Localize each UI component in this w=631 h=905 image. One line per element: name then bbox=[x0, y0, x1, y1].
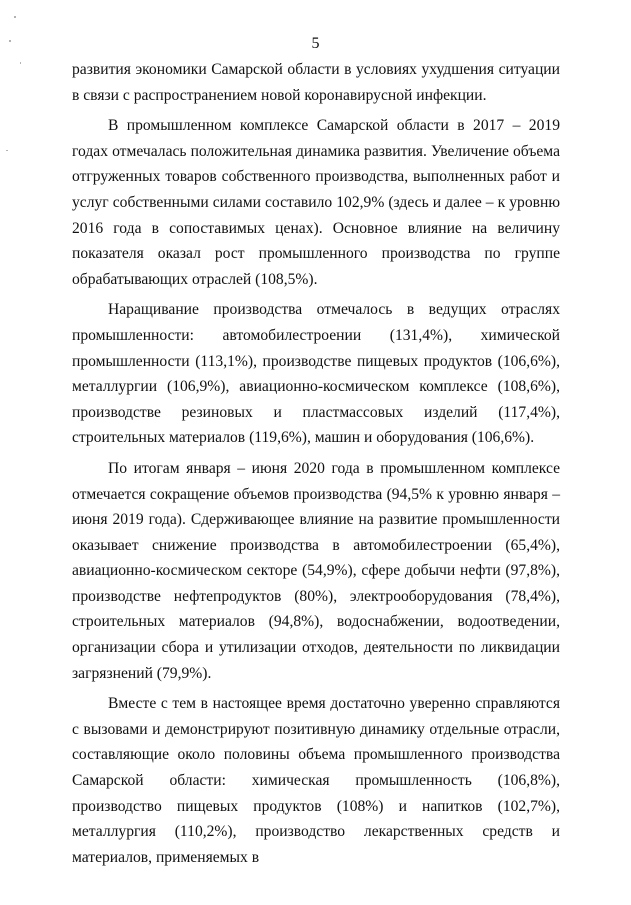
paragraph-2020-decline: По итогам января – июня 2020 года в промышленном комплексе отмечается сокращение объемов производства (94,5% к уровню января – июня 2019 года). Сдерживающее влияние на развитие промышленности оказывает снижение производства в автомобилестроении (65,4%), авиационно-космическом секторе (54,9%), сфере добычи нефти (97,8%), производстве нефтепродуктов (80%), электрооборудования (78,4%), строительных материалов (94,8%), водоснабжении, водоотведении, организации сбора и утилизации отходов, деятельности по ликвидации загрязнений (79,9%). bbox=[72, 459, 560, 682]
body-text bbox=[72, 57, 560, 875]
page-number: 5 bbox=[311, 35, 320, 52]
paragraph-production-growth: Наращивание производства отмечалось в ведущих отраслях промышленности: автомобилестроении (131,4%), химической промышленности (113,1%), производстве пищевых продуктов (106,6%), металлургии (106,9%), авиационно-космическом комплексе (108,6%), производстве резиновых и пластмассовых изделий (117,4%), строительных материалов (119,6%), машин и оборудования (106,6%). bbox=[72, 301, 560, 447]
scan-speck bbox=[6, 150, 8, 151]
paragraph-positive-sectors: Вместе с тем в настоящее время достаточно уверенно справляются с вызовами и демонстрируют позитивную динамику отдельные отрасли, составляющие около половины объема промышленного производства Самарской области: химическая промышленность (106,8%), производство пищевых продуктов (108%) и напитков (102,7%), металлургия (110,2%), производство лекарственных средств и материалов, применяемых в bbox=[72, 695, 560, 866]
scan-speck bbox=[14, 16, 16, 18]
paragraph-industry-2017-2019: В промышленном комплексе Самарской области в 2017 – 2019 годах отмечалась положительная динамика развития. Увеличение объема отгруженных товаров собственного производства, выполненных работ и услуг собственными силами составило 102,9% (здесь и далее – к уровню 2016 года в сопоставимых ценах). Основное влияние на величину показателя оказал рост промышленного производства по группе обрабатывающих отраслей (108,5%). bbox=[72, 117, 560, 288]
scan-speck bbox=[20, 62, 21, 64]
paragraph-continuation: развития экономики Самарской области в условиях ухудшения ситуации в связи с распространением новой коронавирусной инфекции. bbox=[72, 61, 560, 104]
